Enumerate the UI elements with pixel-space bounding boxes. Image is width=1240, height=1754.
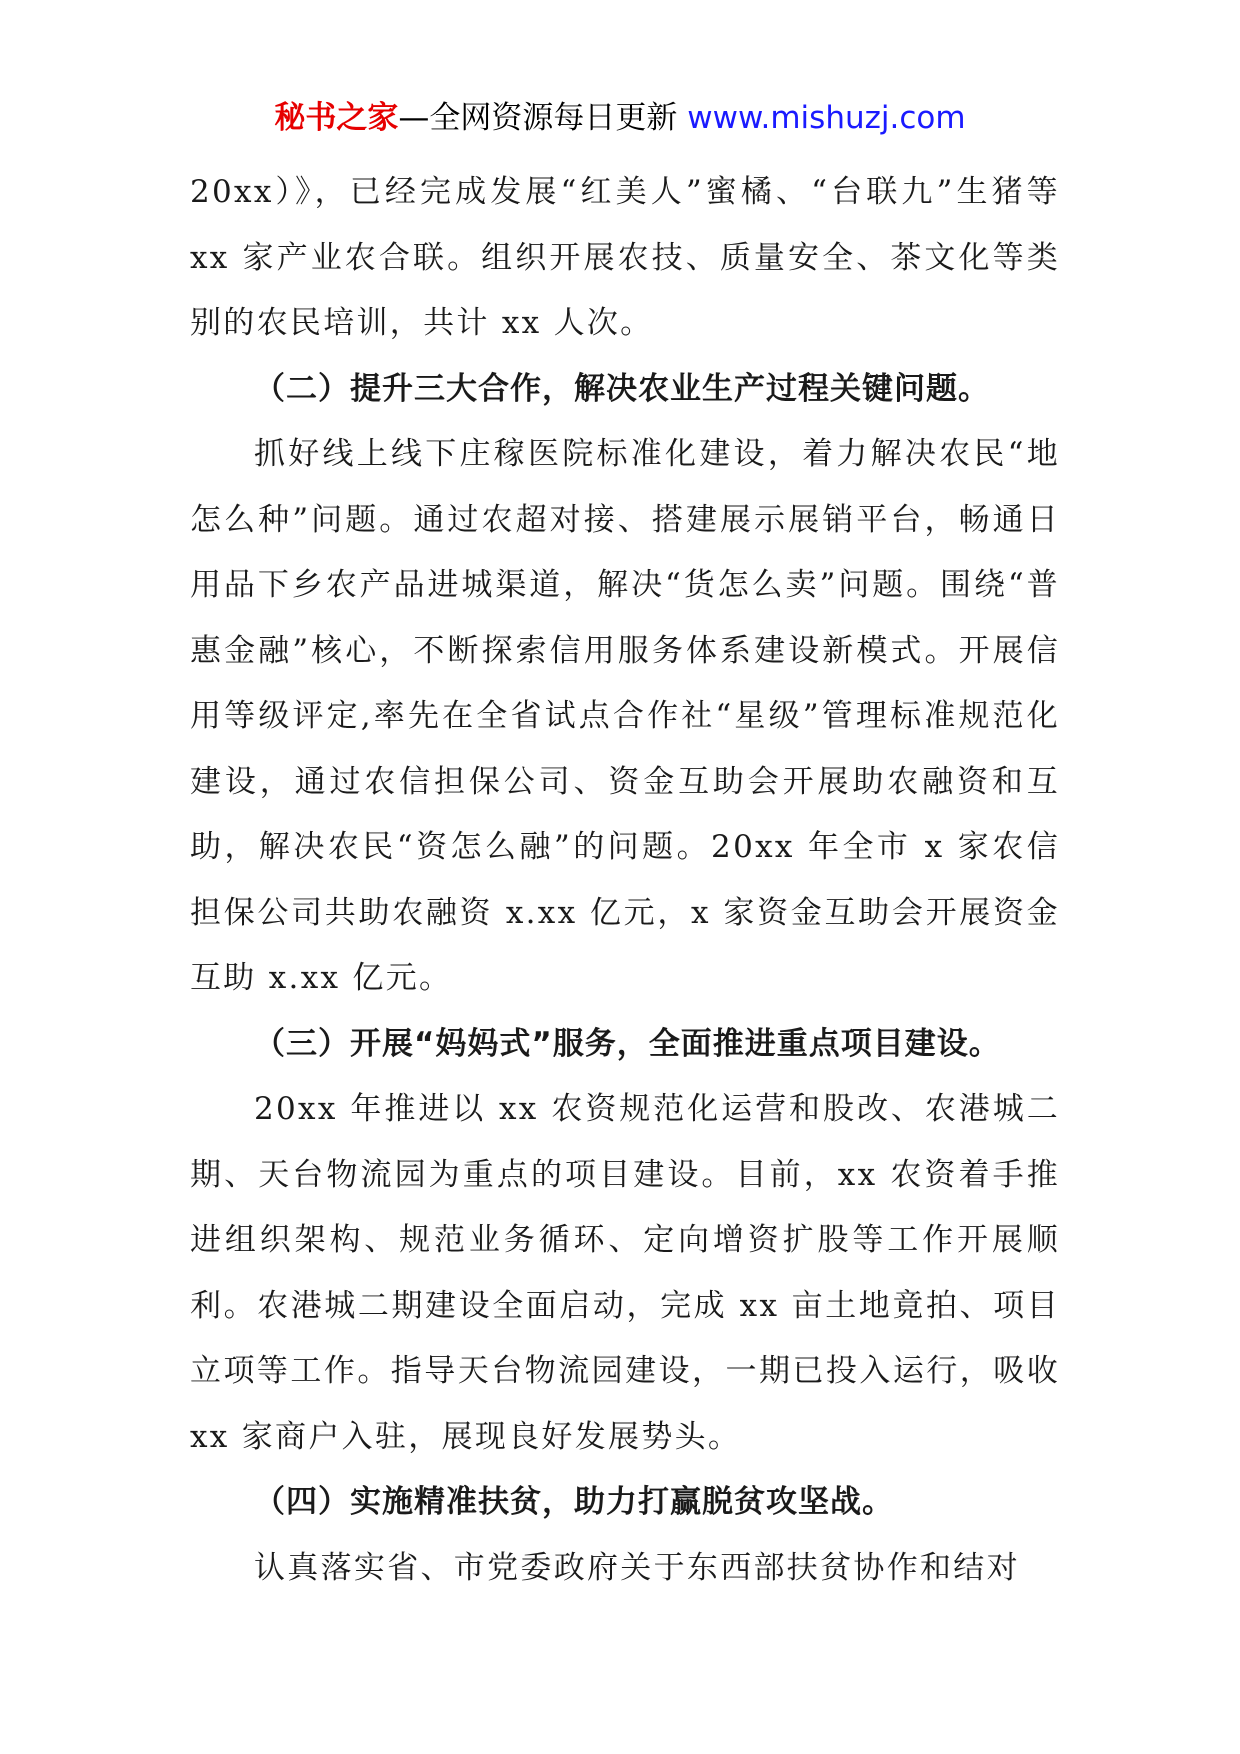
section-heading-4: （四）实施精准扶贫，助力打赢脱贫攻坚战。 bbox=[254, 1484, 894, 1520]
section-heading-3: （三）开展“妈妈式”服务，全面推进重点项目建设。 bbox=[254, 1025, 1001, 1062]
paragraph-section-4: 认真落实省、市党委政府关于东西部扶贫协作和结对 bbox=[254, 1549, 1020, 1586]
header-tagline: —全网资源每日更新 bbox=[398, 100, 678, 136]
site-url[interactable]: www.mishuzj.com bbox=[687, 100, 966, 136]
section-heading-2: （二）提升三大合作，解决农业生产过程关键问题。 bbox=[254, 370, 990, 407]
paragraph-section-2: 抓好线上线下庄稼医院标准化建设，着力解决农民“地怎么种”问题。通过农超对接、搭建展示展销平台，畅通日用品下乡农产品进城渠道，解决“货怎么卖”问题。围绕“普惠金融”核心，不断探索信用服务体系建设新模式。开展信用等级评定,率先在全省试点合作社“星级”管理标准规范化建设，通过农信担保公司、资金互助会开展助农融资和互助，解决农民“资怎么融”的问题。20xx 年全市 x 家农信担保公司共助农融资 x.xx 亿元，x 家资金互助会开展资金互助 x.xx 亿元。 bbox=[190, 436, 1060, 996]
paragraph-continuation: 20xx）》，已经完成发展“红美人”蜜橘、“台联九”生猪等 xx 家产业农合联。组织开展农技、质量安全、茶文化等类别的农民培训，共计 xx 人次。 bbox=[190, 174, 1060, 341]
brand-name: 秘书之家 bbox=[274, 100, 399, 136]
document-body bbox=[190, 160, 1060, 1601]
site-header bbox=[0, 98, 1240, 138]
paragraph-section-3: 20xx 年推进以 xx 农资规范化运营和股改、农港城二期、天台物流园为重点的项目建设。目前，xx 农资着手推进组织架构、规范业务循环、定向增资扩股等工作开展顺利。农港城二期建设全面启动，完成 xx 亩土地竟拍、项目立项等工作。指导天台物流园建设，一期已投入运行，吸收 xx 家商户入驻，展现良好发展势头。 bbox=[190, 1091, 1060, 1455]
